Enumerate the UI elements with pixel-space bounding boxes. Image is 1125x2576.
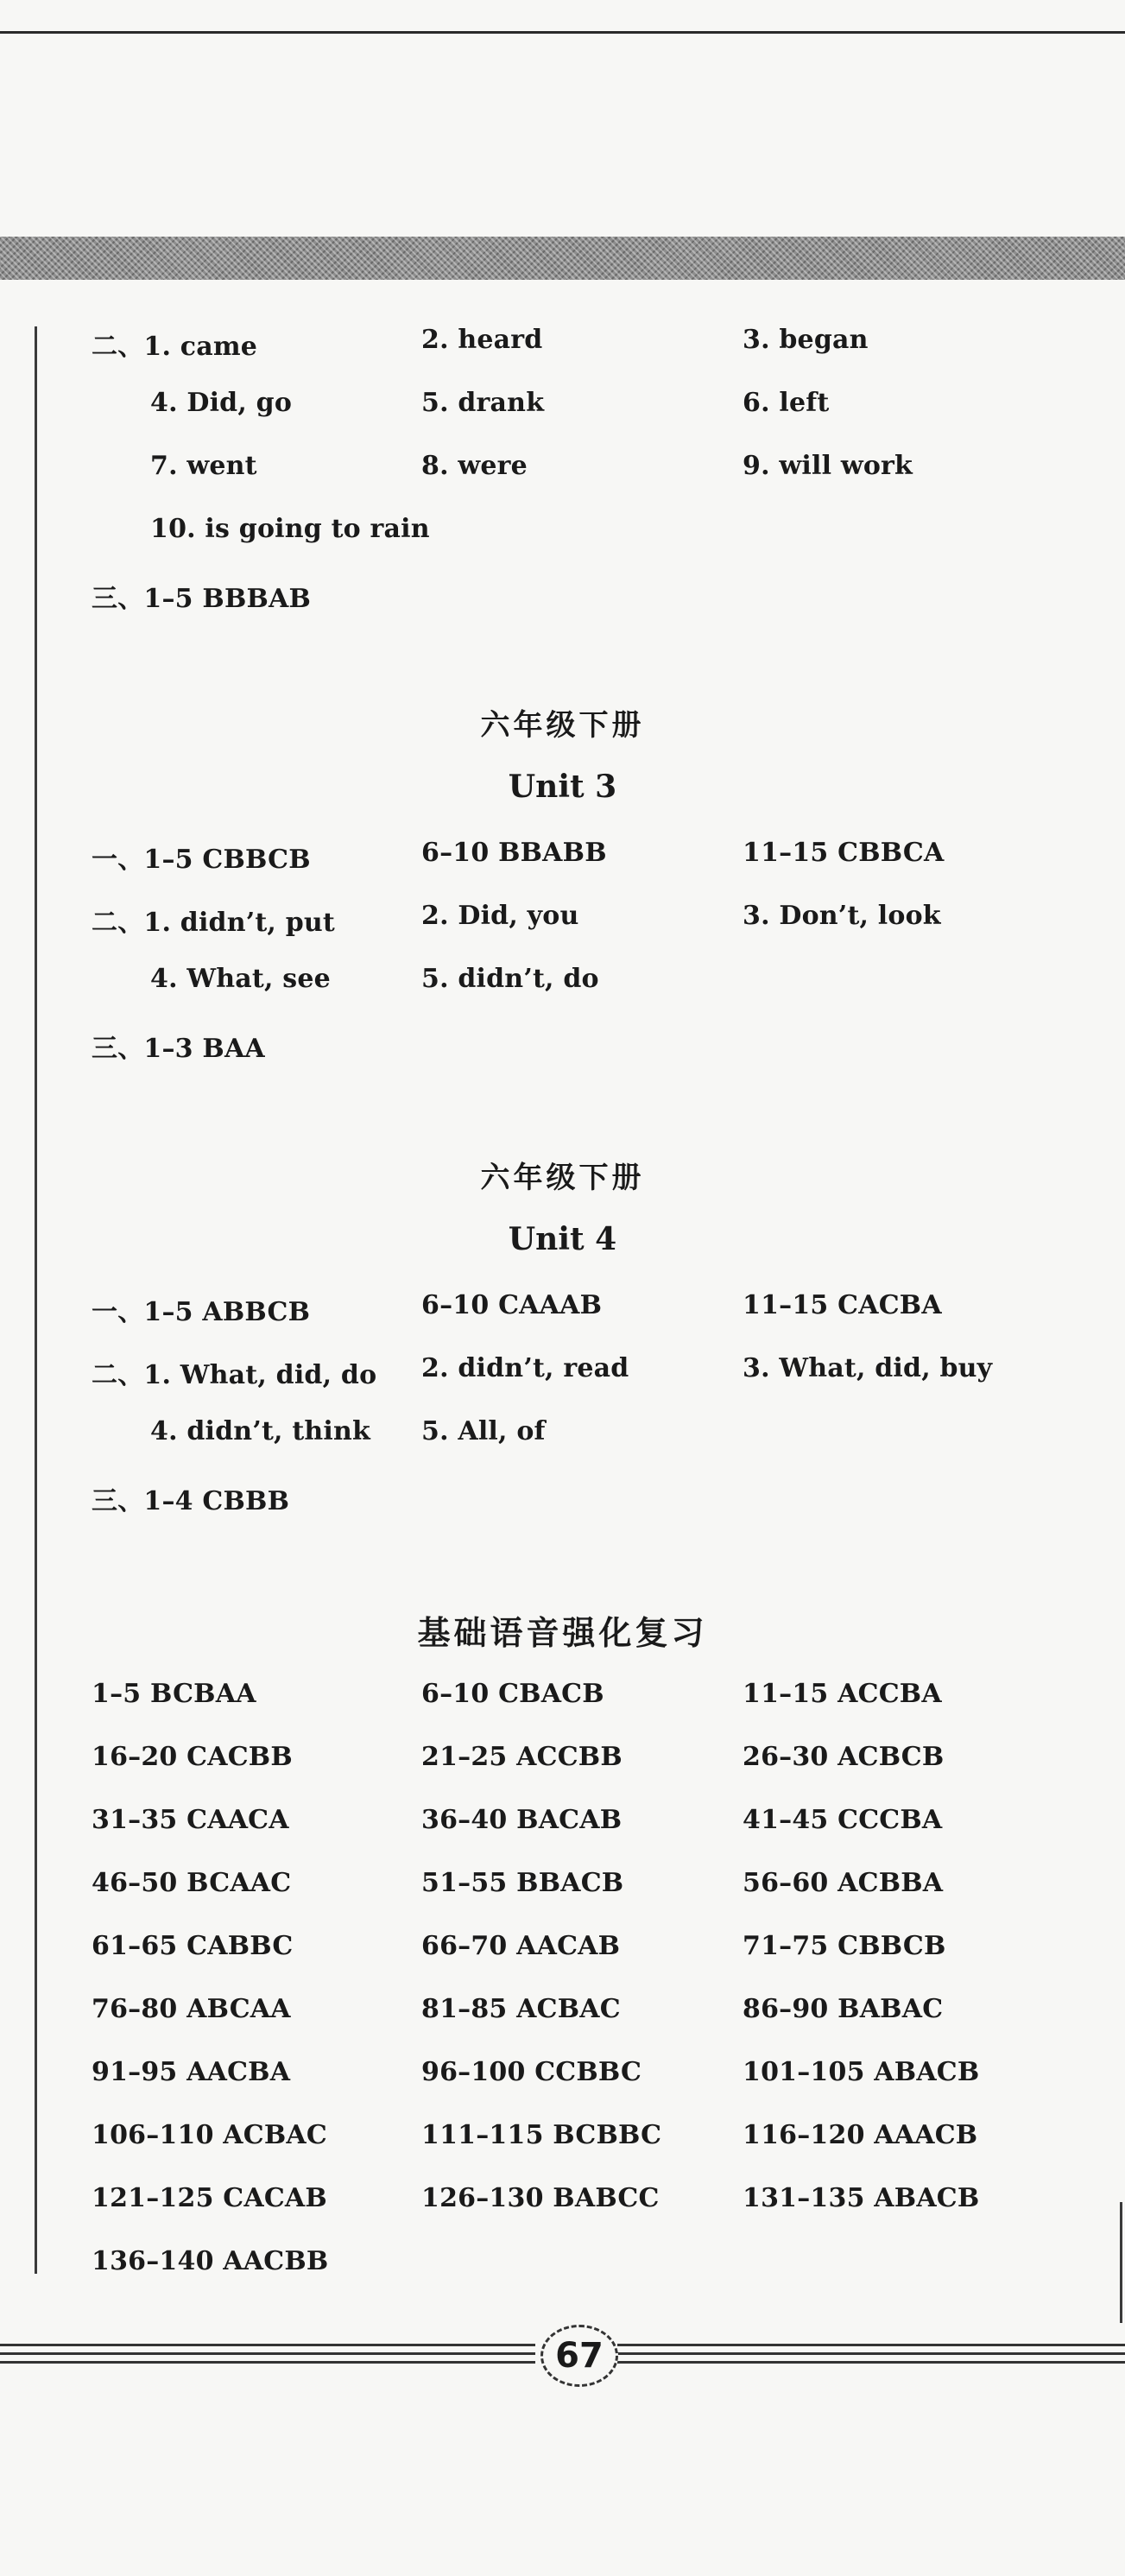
answer-item: 9. will work [743, 451, 913, 481]
answer-item: 11–15 CBBCA [743, 838, 945, 868]
footer-rule [617, 2361, 1125, 2364]
answer-item: 1–5 BCBAA [92, 1679, 256, 1709]
footer-rule [0, 2352, 535, 2355]
answer-item: 121–125 CACAB [92, 2183, 327, 2213]
top-rule [0, 31, 1125, 34]
answer-item: 二、1. What, did, do [92, 1360, 377, 1390]
answer-item: 6–10 BBABB [421, 838, 607, 868]
answer-item: 5. All, of [421, 1416, 546, 1446]
answer-item: 11–15 ACCBA [743, 1679, 942, 1709]
answer-item: 4. didn’t, think [150, 1416, 370, 1446]
answer-item: 61–65 CABBC [92, 1931, 294, 1961]
answer-item: 16–20 CACBB [92, 1742, 293, 1772]
answer-item: 7. went [150, 451, 257, 481]
answer-item: 2. didn’t, read [421, 1353, 629, 1383]
answer-item: 126–130 BABCC [421, 2183, 660, 2213]
answer-item: 116–120 AAACB [743, 2120, 978, 2150]
answer-item: 3. What, did, buy [743, 1353, 993, 1383]
right-margin-rule [1120, 2202, 1122, 2323]
grade-heading: 六年级下册 [480, 1161, 645, 1195]
answer-item: 6. left [743, 388, 830, 418]
answer-item: 81–85 ACBAC [421, 1994, 621, 2024]
answer-item: 91–95 AACBA [92, 2057, 291, 2087]
footer-rule [617, 2352, 1125, 2355]
answer-item: 111–115 BCBBC [421, 2120, 662, 2150]
answer-item: 6–10 CAAAB [421, 1290, 603, 1320]
unit-heading: Unit 4 [508, 1221, 617, 1257]
answer-item: 二、1. came [92, 332, 258, 362]
answer-item: 三、1–4 CBBB [92, 1486, 290, 1516]
answer-item: 21–25 ACCBB [421, 1742, 623, 1772]
answer-item: 3. Don’t, look [743, 901, 941, 931]
page-number: 67 [540, 2325, 618, 2387]
answer-item: 二、1. didn’t, put [92, 908, 335, 938]
unit-heading: Unit 3 [508, 769, 617, 805]
answer-item: 2. heard [421, 325, 543, 355]
footer-rule [617, 2344, 1125, 2346]
answer-item: 31–35 CAACA [92, 1805, 289, 1835]
answer-item: 46–50 BCAAC [92, 1868, 292, 1898]
answer-item: 5. didn’t, do [421, 964, 599, 994]
answer-item: 96–100 CCBBC [421, 2057, 642, 2087]
answer-item: 26–30 ACBCB [743, 1742, 945, 1772]
answer-item: 10. is going to rain [150, 514, 430, 544]
answer-item: 136–140 AACBB [92, 2246, 329, 2276]
answer-item: 41–45 CCCBA [743, 1805, 943, 1835]
answer-item: 101–105 ABACB [743, 2057, 980, 2087]
answer-item: 76–80 ABCAA [92, 1994, 291, 2024]
answer-item: 一、1–5 ABBCB [92, 1297, 311, 1327]
answer-item: 71–75 CBBCB [743, 1931, 946, 1961]
answer-item: 5. drank [421, 388, 545, 418]
footer-rule [0, 2361, 535, 2364]
answer-item: 8. were [421, 451, 528, 481]
answer-item: 2. Did, you [421, 901, 579, 931]
answer-item: 66–70 AACAB [421, 1931, 621, 1961]
review-heading: 基础语音强化复习 [417, 1614, 708, 1652]
answer-item: 131–135 ABACB [743, 2183, 980, 2213]
answer-item: 一、1–5 CBBCB [92, 845, 311, 875]
answer-item: 4. Did, go [150, 388, 293, 418]
answer-item: 36–40 BACAB [421, 1805, 623, 1835]
answer-item: 86–90 BABAC [743, 1994, 944, 2024]
answer-item: 6–10 CBACB [421, 1679, 604, 1709]
grade-heading: 六年级下册 [480, 708, 645, 743]
answer-item: 11–15 CACBA [743, 1290, 942, 1320]
left-margin-rule [35, 326, 37, 2274]
answer-item: 3. began [743, 325, 869, 355]
answer-item: 三、1–5 BBBAB [92, 584, 312, 614]
answer-item: 51–55 BBACB [421, 1868, 624, 1898]
answer-item: 56–60 ACBBA [743, 1868, 944, 1898]
decorative-band [0, 237, 1125, 280]
answer-item: 4. What, see [150, 964, 331, 994]
footer-rule [0, 2344, 535, 2346]
answer-item: 三、1–3 BAA [92, 1034, 265, 1064]
answer-item: 106–110 ACBAC [92, 2120, 327, 2150]
